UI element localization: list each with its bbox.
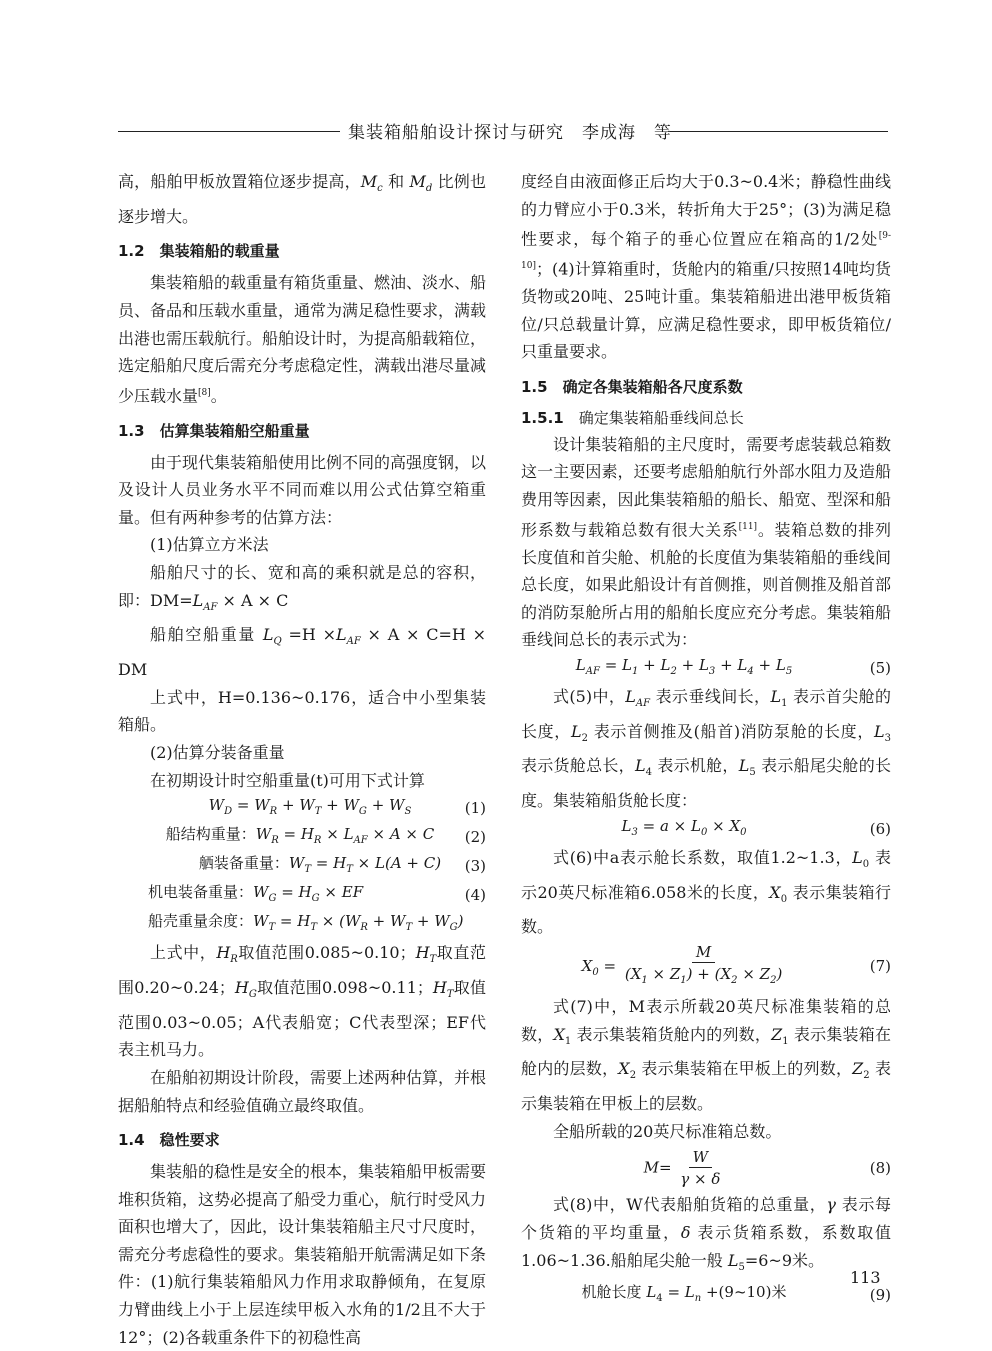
section-heading-1-2: 1.2 集装箱船的载重量 [118, 242, 280, 261]
section-heading-1-5: 1.5 确定各集装箱船各尺度系数 [521, 377, 743, 396]
paragraph: 集装箱船的载重量有箱货重量、燃油、淡水、船员、备品和压载水重量，通常为满足稳性要求，满载出港也需压载航行。船舶设计时，为提高船载箱位，选定船舶尺度后需充分考虑稳定性，满载出港尽量减少压载水量[8]。 [118, 273, 487, 406]
paragraph: 设计集装箱船的主尺度时，需要考虑装载总箱数这一主要因素，还要考虑船舶航行外部水阻力及造船费用等因素，因此集装箱船的船长、船宽、型深和船形系数与载箱总数有很大关系[11]。装箱总数的排列长度值和首尖舱、机舱的长度值为集装箱船的垂线间总长度，如果此船设计有首侧推，则首侧推及船首部的消防泵舱所占用的船舶长度应充分考虑。集装箱船垂线间总长的表示式为： [521, 434, 891, 650]
fraction: $\frac{W}{\gamma \times \delta}$ [680, 1147, 721, 1188]
right-column [521, 168, 891, 1310]
section-heading-1-4: 1.4 稳性要求 [118, 1131, 220, 1150]
paragraph: 高，船舶甲板放置箱位逐步提高，$M_c$ 和 $M_d$ 比例也逐步增大。 [118, 172, 486, 226]
paragraph: 在船舶初期设计阶段，需要上述两种估算，并根据船舶特点和经验值确立最终取值。 [118, 1067, 487, 1115]
equation-7: $X_0$ = $\frac{M}{(X_1 \times Z_1) + (X_2 \times Z_2)}$ (7) [521, 941, 891, 993]
equation-6: $L_3 = a \times L_0 \times X_0$ (6) [621, 816, 891, 838]
equation-3: 舾装备重量：$W_T = H_T \times L(A + C)$ (3) [198, 853, 486, 875]
paragraph: 由于现代集装箱船使用比例不同的高强度钢，以及设计人员业务水平不同而难以用公式估算空箱重量。但有两种参考的估算方法： [118, 452, 487, 527]
method-1-label: (1)估算立方米法 [150, 535, 269, 555]
equation-4: 机电装备重量：$W_G = H_G$ × EF (4) [148, 882, 486, 904]
running-header [118, 118, 888, 146]
equation-5-hull: 船壳重量余度：$W_T = H_T \times (W_R + W_T + W_G)$ [148, 911, 464, 933]
paragraph: 在初期设计时空船重量(t)可用下式计算 [150, 770, 425, 790]
paragraph: 式(7)中，M表示所载20英尺标准集装箱的总数，$X_1$ 表示集装箱货舱内的列数，$Z_1$ 表示集装箱在舱内的层数，$X_2$ 表示集装箱在甲板上的列数，$Z_2$ 表示集装箱在甲板上的层数。 [521, 996, 891, 1114]
left-column [118, 168, 486, 1351]
formula-line: 船舶空船重量 $L_Q =H \times L_{AF} \times A \times C=H$ × DM [118, 625, 486, 680]
fraction: $\frac{M}{(X_1 \times Z_1) + (X_2 \times Z_2)}$ [624, 942, 783, 986]
paragraph: 式(5)中，$L_{AF}$ 表示垂线间长，$L_1$ 表示首尖舱的长度，$L_2$ 表示首侧推及(船首)消防泵舱的长度，$L_3$ 表示货舱总长，$L_4$ 表示机舱，$L_5$ 表示船尾尖舱的长度。集装箱船货舱长度： [521, 686, 891, 811]
header-rule-left [118, 131, 340, 132]
paragraph: 式(6)中a表示舱长系数，取值1.2~1.3，$L_0$ 表示20英尺标准箱6.058米的长度，$X_0$ 表示集装箱行数。 [521, 847, 891, 937]
paragraph: 式(8)中，W代表船舶货箱的总重量，γ 表示每个货箱的平均重量，δ 表示货箱系数，系数取值1.06~1.36.船舶尾尖舱一般 $L_5=6\sim 9$米。 [521, 1195, 891, 1273]
subsection-heading-1-5-1: 1.5.1 确定集装箱船垂线间总长 [521, 408, 744, 427]
paragraph: 船舶尺寸的长、宽和高的乘积就是总的容积，即：$DM=L_{AF} \times A \times C$ [118, 563, 486, 613]
paragraph: 全船所载的20英尺标准箱总数。 [553, 1121, 782, 1141]
paragraph: 上式中，H=0.136~0.176，适合中小型集装箱船。 [118, 687, 486, 735]
equation-1: $W_D = W_R + W_T + W_G + W_S$ (1) [208, 795, 486, 817]
equation-9: 机舱长度 $L_4 = L_n$ +(9~10)米 (9) [581, 1283, 891, 1304]
paragraph: 上式中，$H_R$取值范围0.085~0.10；$H_T$取直范围0.20~0.24；$H_G$取值范围0.098~0.11；$H_T$取值范围0.03~0.05；A代表船宽；C代表型深；EF代表主机马力。 [118, 943, 486, 1060]
section-heading-1-3: 1.3 估算集装箱船空船重量 [118, 421, 310, 440]
paragraph: 度经自由液面修正后均大于0.3~0.4米；静稳性曲线的力臂应小于0.3米，转折角大于25°；(3)为满足稳性要求，每个箱子的垂心位置应在箱高的1/2处[9-10]；(4)计算箱重时，货舱内的箱重/只按照14吨均货货物或20吨、25吨计重。集装箱船进出港甲板货箱位/只总载量计算，应满足稳性要求，即甲板货箱位/只重量要求。 [521, 172, 891, 362]
header-rule-right [670, 131, 888, 132]
method-2-label: (2)估算分装备重量 [150, 742, 285, 762]
equation-2: 船结构重量：$W_R = H_R \times L_{AF} \times A \times C$ (2) [165, 824, 486, 846]
page-number: 113 [850, 1268, 881, 1287]
equation-5: $L_{AF} = L_1 + L_2 + L_3 + L_4 + L_5$ (5) [575, 655, 891, 677]
equation-8: M= $\frac{W}{\gamma \times \delta}$ (8) [643, 1147, 891, 1188]
paragraph: 集装船的稳性是安全的根本，集装箱船甲板需要堆积货箱，这势必提高了船受力重心，航行时受风力面积也增大了，因此，设计集装箱船主尺寸尺度时，需充分考虑稳性的要求。集装箱船开航需满足如下条件：(1)航行集装箱船风力作用求取静倾角，在复原力臂曲线上小于上层连续甲板入水角的1/2且不大于12°；(2)各载重条件下的初稳性高 [118, 1162, 487, 1347]
header-title: 集装箱船舶设计探讨与研究 李成海 等 [348, 123, 672, 143]
